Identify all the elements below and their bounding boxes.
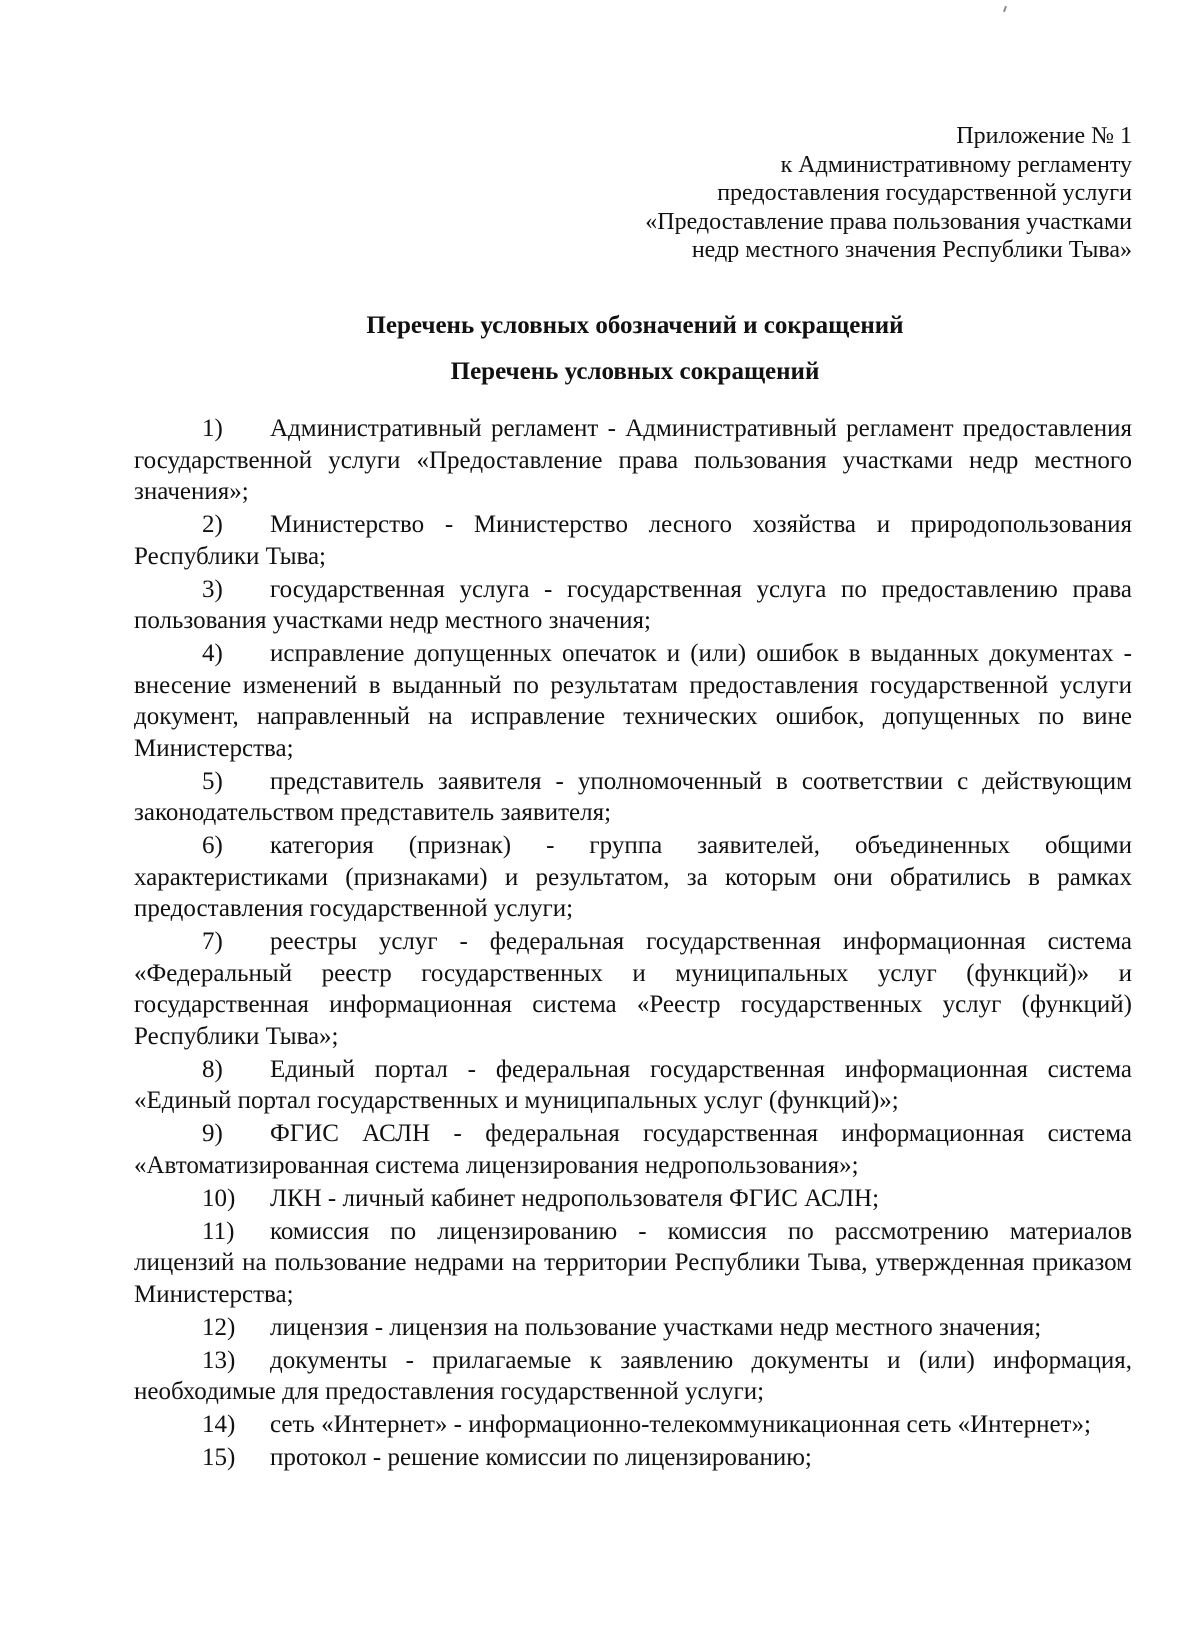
item-text: Министерство - Министерство лесного хозяйства и природопользования Республики Тыва; [134,511,1132,570]
item-number: 12) [202,1313,236,1341]
list-item [134,1345,1132,1408]
document-title: Перечень условных обозначений и сокращений [366,312,904,339]
item-text: реестры услуг - федеральная государственная информационная система «Федеральный реестр государственных и муниципальных услуг (функций)» и государственная информационная система «Реестр государственных услуг (функций) Республики Тыва»; [134,928,1132,1050]
item-text: ЛКН - личный кабинет недропользователя ФГИС АСЛН; [270,1184,880,1212]
item-number: 8) [202,1055,223,1083]
item-text: сеть «Интернет» - информационно-телекоммуникационная сеть «Интернет»; [270,1411,1091,1438]
appendix-line: недр местного значения Республики Тыва» [691,237,1132,263]
item-text: комиссия по лицензированию - комиссия по рассмотрению материалов лицензий на пользование недрами на территории Республики Тыва, утвержденная приказом Министерства; [134,1217,1132,1308]
list-item [134,509,1132,572]
item-number: 1) [202,415,223,442]
item-number: 4) [202,640,223,667]
appendix-line: Приложение № 1 [956,123,1132,149]
item-text: государственная услуга - государственная услуга по предоставлению права пользования участками недр местного значения; [134,575,1132,634]
list-item [134,1118,1132,1181]
list-item [134,1183,1132,1215]
item-text: Единый портал - федеральная государственная информационная система «Единый портал государственных и муниципальных услуг (функций)»; [134,1055,1132,1114]
item-text: Административный регламент - Административный регламент предоставления государственной услуги «Предоставление права пользования участками недр местного значения»; [134,415,1132,505]
list-item [134,413,1132,508]
item-text: документы - прилагаемые к заявлению документы и (или) информация, необходимые для предоставления государственной услуги; [134,1346,1132,1405]
list-item [134,766,1132,829]
abbreviation-list [134,413,1132,1475]
item-text: протокол - решение комиссии по лицензированию; [270,1444,812,1471]
item-number: 2) [202,511,223,538]
item-number: 7) [202,928,223,955]
list-item [134,926,1132,1052]
item-text: исправление допущенных опечаток и (или) ошибок в выданных документах - внесение изменений в выданный по результатам предоставления государственной услуги документ, направленный на исправление технических ошибок, допущенных по вине Министерства; [134,640,1132,762]
item-number: 11) [202,1217,235,1245]
item-text: ФГИС АСЛН - федеральная государственная информационная система «Автоматизированная система лицензирования недропользования»; [134,1120,1132,1179]
item-text: лицензия - лицензия на пользование участками недр местного значения; [270,1313,1042,1341]
list-item [134,574,1132,637]
list-item [134,1054,1132,1117]
scan-speck [1003,6,1007,12]
appendix-header [432,122,1132,265]
item-number: 3) [202,575,223,603]
document-subtitle: Перечень условных сокращений [450,358,820,385]
list-item [134,1409,1132,1441]
appendix-line: «Предоставление права пользования участками [645,208,1132,235]
list-item [134,1216,1132,1311]
appendix-line: предоставления государственной услуги [717,180,1132,206]
item-number: 10) [202,1184,236,1212]
item-number: 6) [202,832,223,859]
list-item [134,830,1132,925]
list-item [134,638,1132,764]
item-number: 15) [202,1444,236,1471]
item-text: представитель заявителя - уполномоченный в соответствии с действующим законодательством представитель заявителя; [134,767,1132,826]
list-item [134,1312,1132,1344]
list-item [134,1442,1132,1474]
item-text: категория (признак) - группа заявителей, объединенных общими характеристиками (признаками) и результатом, за которым они обратились в рамках предоставления государственной услуги; [134,832,1132,922]
item-number: 9) [202,1120,223,1147]
appendix-line: к Административному регламенту [780,151,1132,178]
item-number: 13) [202,1346,236,1374]
item-number: 14) [202,1411,236,1438]
item-number: 5) [202,767,223,795]
